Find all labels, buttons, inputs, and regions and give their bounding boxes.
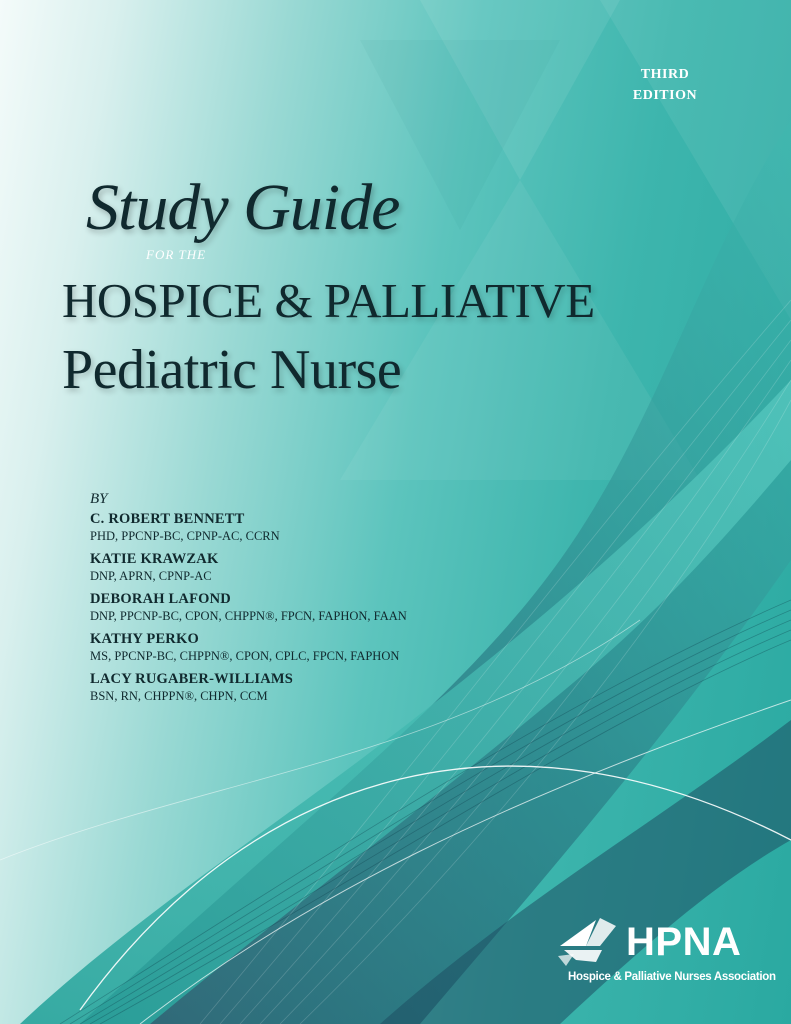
title-hospice-palliative: HOSPICE & PALLIATIVE: [62, 273, 595, 328]
author-list: [90, 490, 550, 710]
author-name: KATHY PERKO: [90, 631, 199, 647]
author-entry: [90, 630, 550, 664]
author-credentials: BSN, RN, CHPPN®, CHPN, CCM: [90, 689, 268, 703]
author-entry: [90, 670, 550, 704]
author-entry: [90, 510, 550, 544]
author-name: C. ROBERT BENNETT: [90, 511, 245, 527]
author-name: DEBORAH LAFOND: [90, 591, 231, 607]
author-credentials: DNP, APRN, CPNP-AC: [90, 569, 212, 583]
author-entry: [90, 550, 550, 584]
author-credentials: DNP, PPCNP-BC, CPON, CHPPN®, FPCN, FAPHON, FAAN: [90, 609, 407, 623]
edition-line-1: THIRD: [640, 67, 690, 82]
author-name: LACY RUGABER-WILLIAMS: [90, 671, 294, 687]
logo-full-name: Hospice & Palliative Nurses Association: [568, 971, 776, 983]
by-label: BY: [90, 491, 108, 507]
hpna-logo: [556, 916, 776, 992]
title-study-guide: Study Guide: [86, 171, 400, 244]
hpna-wing-logo-icon: [556, 916, 620, 968]
title-for-the: FOR THE: [146, 247, 207, 262]
logo-acronym: HPNA: [626, 920, 742, 964]
author-name: KATIE KRAWZAK: [90, 551, 219, 567]
author-credentials: PHD, PPCNP-BC, CPNP-AC, CCRN: [90, 529, 280, 543]
author-entry: [90, 590, 550, 624]
title-pediatric-nurse: Pediatric Nurse: [62, 339, 402, 401]
author-credentials: MS, PPCNP-BC, CHPPN®, CPON, CPLC, FPCN, FAPHON: [90, 649, 400, 663]
edition-label: [600, 64, 730, 106]
edition-line-2: EDITION: [632, 88, 698, 103]
